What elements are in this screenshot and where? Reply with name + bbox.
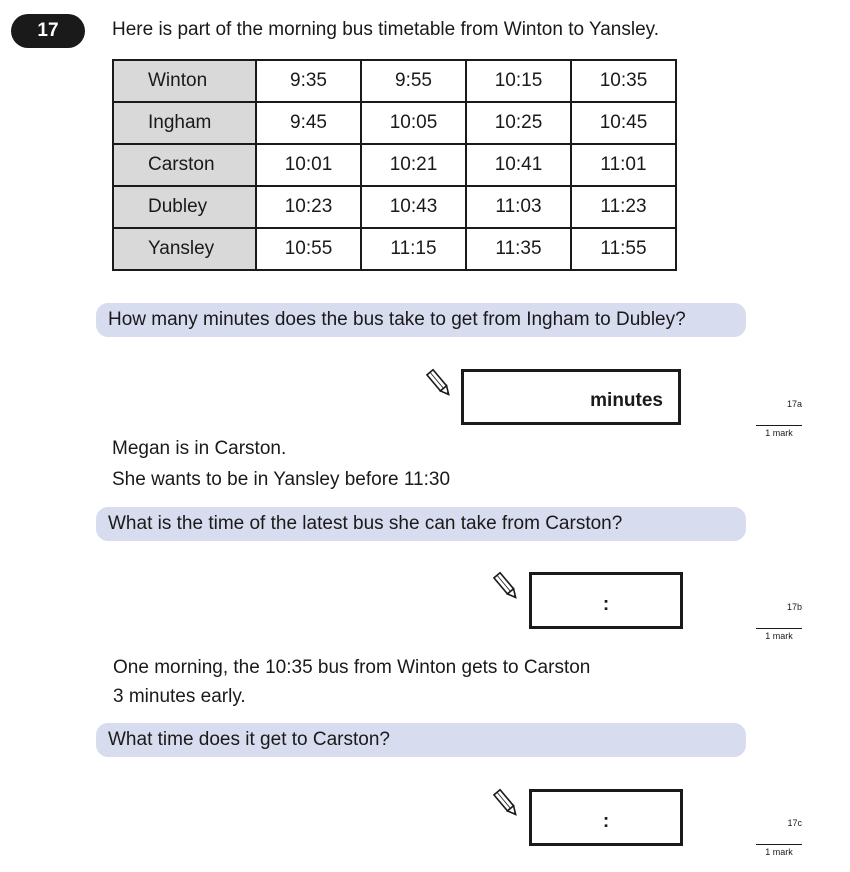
question-17b: What is the time of the latest bus she can take from Carston? bbox=[96, 507, 746, 541]
mark-line bbox=[756, 844, 802, 845]
timetable-row bbox=[113, 228, 676, 270]
departure-time: 11:15 bbox=[361, 228, 466, 270]
question-17a: How many minutes does the bus take to get from Ingham to Dubley? bbox=[96, 303, 746, 337]
departure-time: 10:43 bbox=[361, 186, 466, 228]
stop-name: Dubley bbox=[113, 186, 256, 228]
question-17c: What time does it get to Carston? bbox=[96, 723, 746, 757]
timetable-row bbox=[113, 102, 676, 144]
mark-code: 17a bbox=[786, 399, 802, 409]
time-separator: : bbox=[602, 811, 610, 832]
mark-label: 1 mark bbox=[765, 847, 793, 857]
context-line: Megan is in Carston. bbox=[112, 438, 287, 459]
context-17b bbox=[112, 433, 450, 495]
pencil-icon bbox=[493, 787, 519, 819]
stop-name: Carston bbox=[113, 144, 256, 186]
mark-label: 1 mark bbox=[765, 428, 793, 438]
departure-time: 11:01 bbox=[571, 144, 676, 186]
answer-box-17b[interactable] bbox=[529, 572, 683, 629]
departure-time: 10:15 bbox=[466, 60, 571, 102]
departure-time: 10:21 bbox=[361, 144, 466, 186]
departure-time: 10:55 bbox=[256, 228, 361, 270]
mark-margin-17a bbox=[756, 397, 802, 441]
stop-name: Ingham bbox=[113, 102, 256, 144]
departure-time: 9:55 bbox=[361, 60, 466, 102]
bus-timetable bbox=[112, 59, 677, 271]
question-intro: Here is part of the morning bus timetable from Winton to Yansley. bbox=[112, 19, 660, 40]
mark-code: 17b bbox=[786, 602, 802, 612]
context-line: One morning, the 10:35 bus from Winton gets to Carston bbox=[113, 657, 591, 678]
answer-box-17a[interactable] bbox=[461, 369, 681, 425]
departure-time: 10:45 bbox=[571, 102, 676, 144]
context-17c bbox=[113, 653, 590, 711]
answer-box-17c[interactable] bbox=[529, 789, 683, 846]
context-line: She wants to be in Yansley before 11:30 bbox=[112, 469, 451, 490]
mark-line bbox=[756, 425, 802, 426]
departure-time: 10:35 bbox=[571, 60, 676, 102]
mark-margin-17b bbox=[756, 600, 802, 644]
mark-code: 17c bbox=[787, 818, 802, 828]
departure-time: 11:23 bbox=[571, 186, 676, 228]
departure-time: 9:45 bbox=[256, 102, 361, 144]
timetable-row bbox=[113, 186, 676, 228]
departure-time: 10:23 bbox=[256, 186, 361, 228]
departure-time: 10:41 bbox=[466, 144, 571, 186]
departure-time: 10:25 bbox=[466, 102, 571, 144]
timetable-row bbox=[113, 60, 676, 102]
departure-time: 11:55 bbox=[571, 228, 676, 270]
mark-label: 1 mark bbox=[765, 631, 793, 641]
pencil-icon bbox=[493, 570, 519, 602]
time-separator: : bbox=[602, 594, 610, 615]
timetable-row bbox=[113, 144, 676, 186]
stop-name: Yansley bbox=[113, 228, 256, 270]
stop-name: Winton bbox=[113, 60, 256, 102]
departure-time: 11:35 bbox=[466, 228, 571, 270]
departure-time: 10:05 bbox=[361, 102, 466, 144]
departure-time: 10:01 bbox=[256, 144, 361, 186]
mark-margin-17c bbox=[756, 816, 802, 860]
question-number-badge: 17 bbox=[11, 14, 85, 48]
context-line: 3 minutes early. bbox=[113, 686, 246, 707]
pencil-icon bbox=[426, 367, 452, 399]
departure-time: 11:03 bbox=[466, 186, 571, 228]
answer-unit-label: minutes bbox=[590, 390, 663, 411]
departure-time: 9:35 bbox=[256, 60, 361, 102]
mark-line bbox=[756, 628, 802, 629]
